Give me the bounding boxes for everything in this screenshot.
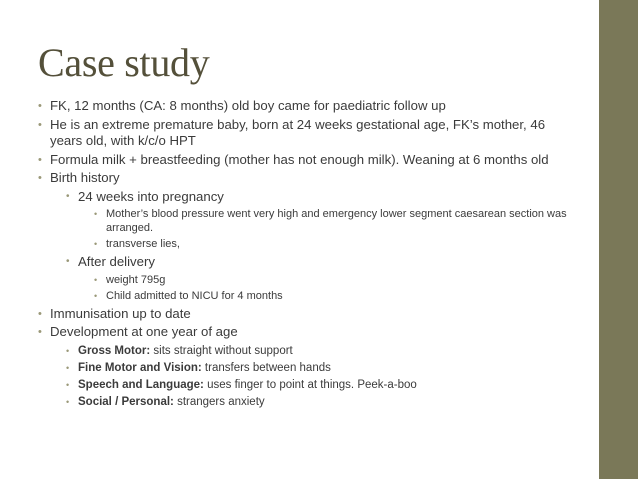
bullet-text: Development at one year of age bbox=[50, 324, 238, 339]
bullet-icon: • bbox=[38, 100, 42, 112]
bullet-icon: • bbox=[94, 290, 98, 301]
sub-item-text: After delivery bbox=[78, 254, 155, 269]
sub-item-text: 24 weeks into pregnancy bbox=[78, 188, 224, 204]
detail-text: Mother’s blood pressure went very high and emergency lower segment caesarean section was arranged. bbox=[106, 208, 567, 234]
decorative-side-bar bbox=[599, 0, 638, 479]
development-text: strangers anxiety bbox=[173, 395, 265, 408]
sub-item-pregnancy bbox=[66, 189, 580, 252]
bullet-icon: • bbox=[94, 239, 98, 249]
development-item-social bbox=[66, 394, 580, 411]
detail-text: Child admitted to NICU for 4 months bbox=[106, 289, 283, 302]
bullet-text: Birth history bbox=[50, 170, 120, 185]
bullet-item-patient bbox=[38, 98, 580, 115]
detail-item bbox=[94, 273, 580, 287]
bullet-item-development bbox=[38, 324, 580, 411]
bullet-item-premature bbox=[38, 117, 580, 150]
bullet-text: FK, 12 months (CA: 8 months) old boy came for paediatric follow up bbox=[50, 98, 446, 113]
bullet-icon: • bbox=[38, 153, 42, 166]
bullet-icon: • bbox=[38, 326, 42, 338]
bullet-text: Immunisation up to date bbox=[50, 305, 191, 321]
bullet-item-feeding bbox=[38, 152, 580, 169]
development-text: sits straight without support bbox=[150, 344, 293, 357]
bullet-icon: • bbox=[66, 396, 70, 407]
bullet-icon: • bbox=[66, 345, 70, 356]
development-item-speech bbox=[66, 377, 580, 394]
development-text: transfers between hands bbox=[201, 361, 331, 374]
bullet-icon: • bbox=[66, 256, 70, 267]
bullet-item-immunisation bbox=[38, 306, 580, 323]
detail-item bbox=[94, 207, 580, 235]
development-item-fine-motor bbox=[66, 360, 580, 377]
bullet-list bbox=[38, 98, 580, 411]
bullet-icon: • bbox=[66, 190, 70, 202]
delivery-details-list bbox=[94, 273, 580, 303]
sub-item-after-delivery bbox=[66, 254, 580, 303]
development-list bbox=[66, 343, 580, 411]
slide-content bbox=[38, 98, 580, 413]
pregnancy-details-list bbox=[94, 207, 580, 251]
detail-text: weight 795g bbox=[106, 273, 166, 286]
slide-title: Case study bbox=[38, 40, 210, 85]
birth-history-list bbox=[66, 189, 580, 303]
development-term: Social / Personal: bbox=[78, 395, 174, 408]
bullet-icon: • bbox=[66, 379, 70, 390]
detail-text: transverse lies, bbox=[106, 238, 180, 250]
development-item-gross-motor bbox=[66, 343, 580, 360]
bullet-icon: • bbox=[38, 172, 42, 184]
bullet-text: He is an extreme premature baby, born at 24 weeks gestational age, FK’s mother, 46 years old, with k/c/o HPT bbox=[50, 116, 546, 148]
bullet-icon: • bbox=[94, 209, 98, 219]
development-term: Gross Motor: bbox=[78, 344, 151, 357]
detail-item bbox=[94, 237, 580, 251]
bullet-text: Formula milk + breastfeeding (mother has not enough milk). Weaning at 6 months old bbox=[50, 151, 549, 167]
bullet-icon: • bbox=[38, 307, 42, 320]
detail-item bbox=[94, 289, 580, 303]
development-term: Speech and Language: bbox=[78, 378, 204, 391]
development-text: uses finger to point at things. Peek-a-boo bbox=[203, 378, 417, 391]
bullet-icon: • bbox=[38, 118, 42, 131]
bullet-icon: • bbox=[66, 362, 70, 373]
bullet-item-birth-history bbox=[38, 170, 580, 303]
development-term: Fine Motor and Vision: bbox=[78, 361, 202, 374]
bullet-icon: • bbox=[94, 274, 98, 285]
